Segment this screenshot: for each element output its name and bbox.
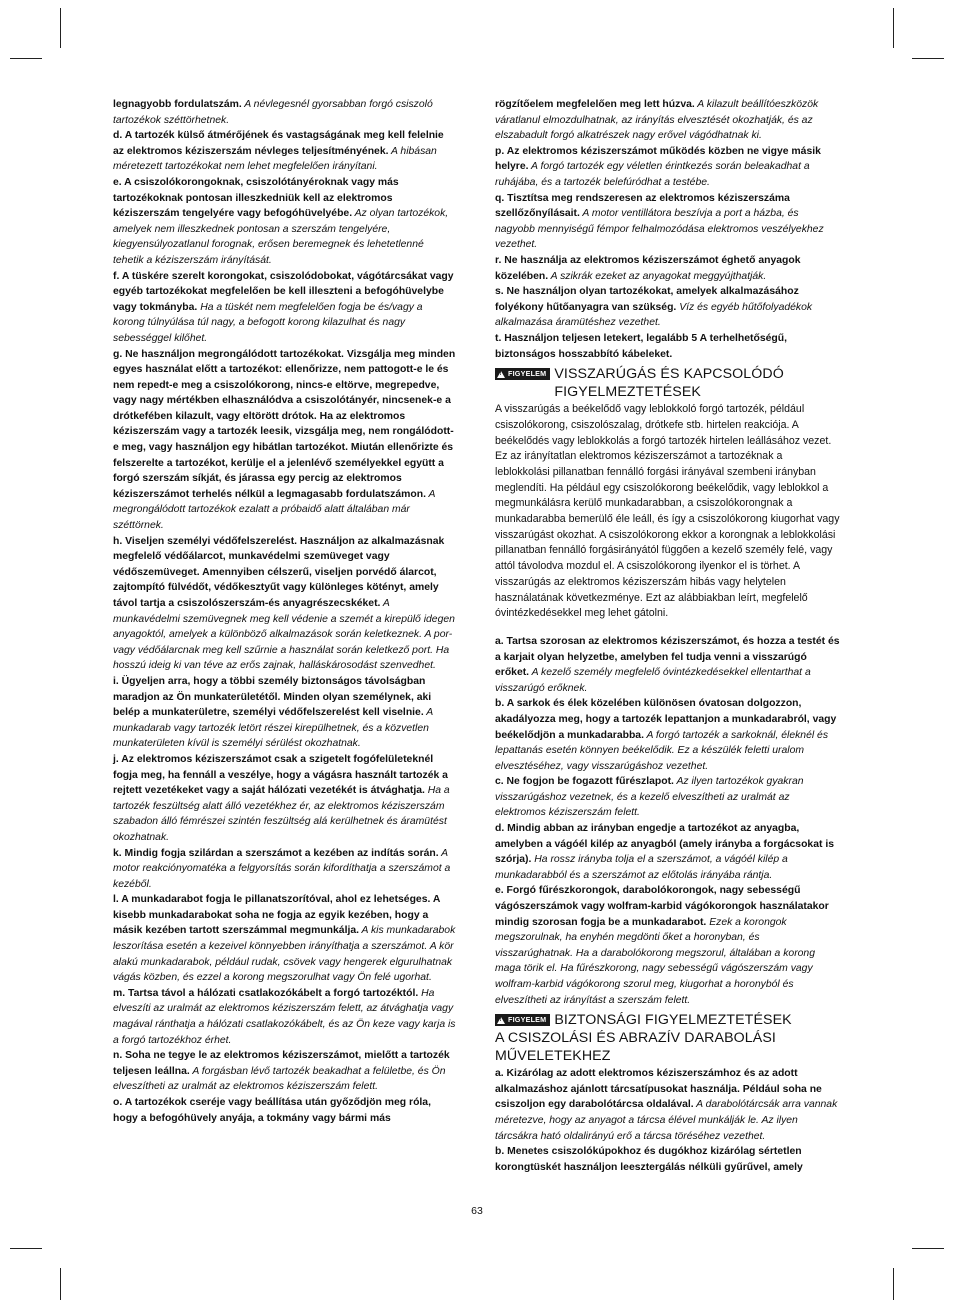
- crop-mark: [60, 8, 61, 48]
- instruction-bold-text: s. Ne használjon olyan tartozékokat, amelyek alkalmazásához folyékony hűtőanyagra van szükség.: [495, 286, 799, 313]
- warning-badge: [495, 1014, 550, 1026]
- instruction-paragraph: [113, 269, 457, 347]
- instruction-italic-text: A kis munkadarabok leszorítása esetén a kezeivel könnyebben irányíthatja a szerszámot. A kör alakú munkadarabok, például rudak, csövek vagy hengerek elgurulhatnak vágás közben, és ezzel a korong megszorulhat vagy Ön felé ugorhat.: [113, 925, 456, 984]
- instruction-bold-text: r. Ne használja az elektromos kéziszerszámot éghető anyagok közelében.: [495, 254, 801, 282]
- instruction-bold-text: l. A munkadarabot fogja le pillanatszorítóval, ahol ez lehetséges. A kisebb munkadarabokat soha ne fogja az egyik kezében, hogy a másik kezében tartott szerszámmal megmunkálja.: [113, 894, 440, 937]
- crop-mark: [10, 1248, 42, 1249]
- instruction-bold-text: i. Ügyeljen arra, hogy a többi személy biztonságos távolságban maradjon az Ön munkaterületétől. Minden olyan személynek, aki belép a munkaterületre, személyi védőfelszerelést kell viselnie.: [113, 675, 432, 719]
- instruction-bold-text: m. Tartsa távol a hálózati csatlakozókábelt a forgó tartozéktól.: [113, 987, 419, 999]
- instruction-paragraph: [495, 821, 840, 883]
- instruction-italic-text: Ha a tüskét nem megfelelően fogja be és/vagy a korong túlnyúlása túl nagy, a befogott korong kilazulhat és nagy sebességgel kilőhet.: [113, 301, 423, 344]
- page-number: 63: [471, 1205, 483, 1217]
- instruction-italic-text: A munkavédelmi szemüvegnek meg kell védenie a szemét a kirepülő idegen anyagoktól, amelyek a különböző alkalmazások során keletkeznek. A por- vagy védőálarcnak meg kell szűrnie a használat során keletkező port. Ha hosszú ideig ki van téve az erős zajnak, halláskárosodást szenvedhet.: [113, 598, 455, 672]
- kickback-heading: [495, 365, 840, 401]
- instruction-italic-text: A megrongálódott tartozékok ezalatt a próbaidő alatt általában már széttörnek.: [113, 488, 436, 532]
- instruction-paragraph: [113, 175, 457, 269]
- instruction-bold-text: d. Mindig abban az irányban engedje a tartozékot az anyagba, amelyben a vágóél kilép az anyagból (amely irányba a forgácsokat is szórja).: [495, 823, 834, 866]
- instruction-bold-text: d. A tartozék külső átmérőjének és vastagságának meg kell felelnie az elektromos kéziszerszám névleges teljesítményének.: [113, 130, 444, 157]
- instruction-italic-text: A szikrák ezeket az anyagokat meggyújthatják.: [548, 270, 767, 282]
- kickback-heading-text: [554, 365, 784, 401]
- safety-heading-continued: [495, 1029, 840, 1065]
- instruction-italic-text: A kilazult beállítóeszközök váratlanul elmozdulhatnak, az irányítás elvesztését okozhatják, és az elszabadult forgó alkatrészek nagy erővel vágódhatnak ki.: [495, 99, 819, 142]
- instruction-bold-text: e. Forgó fűrészkorongok, darabolókorongok, nagy sebességű vágószerszámok vagy wolfram-karbid vágókorongok használatakor mindig szorosan fogja be a munkadarabot.: [495, 885, 829, 928]
- instruction-italic-text: A hibásan méretezett tartozékokat nem lehet megfelelően irányítani.: [113, 145, 437, 173]
- instruction-italic-text: Ha elveszíti az uralmát az elektromos kéziszerszám felett, az átvághatja vagy magával ránthatja a hálózati csatlakozókábelt, és az Ön keze vagy karja is a forgó tartozékhoz érhet.: [113, 987, 456, 1046]
- instruction-italic-text: A motor ventillátora beszívja a port a házba, és nagyobb mennyiségű fémpor felhalmozódása elektromos veszélyekhez vezethet.: [495, 208, 824, 251]
- instruction-paragraph: [113, 1095, 457, 1126]
- instruction-italic-text: A forgó tartozék egy véletlen érintkezés során beleakadhat a ruhájába, és a tartozék belefúródhat a testébe.: [495, 161, 810, 188]
- crop-mark: [912, 58, 944, 59]
- instruction-italic-text: Ha rossz irányba tolja el a szerszámot, a vágóél kilép a munkadarabból és a szerszámot az előtolás irányába rántja.: [495, 854, 788, 881]
- instruction-paragraph: [113, 97, 457, 128]
- instruction-paragraph: [113, 892, 457, 986]
- instruction-italic-text: Az ilyen tartozékok gyakran visszarúgáshoz vezetnek, és a kezelő elveszítheti az uralmát az elektromos kéziszerszám felett.: [495, 776, 804, 819]
- instruction-bold-text: a. Kizárólag az adott elektromos kéziszerszámhoz és az adott alkalmazáshoz ajánlott tárcsatípusokat használja. Például soha ne csiszoljon egy darabolótárcsa oldalával.: [495, 1068, 822, 1111]
- instruction-paragraph: [495, 1144, 840, 1175]
- warning-triangle-icon: [497, 1017, 505, 1024]
- instruction-italic-text: Ha a tartozék feszültség alatt álló vezetékhez ér, az elektromos kéziszerszám szabadon álló fémrészei szintén feszültség alá kerülhetnek és áramütést okozhatnak.: [113, 785, 450, 843]
- instruction-bold-text: c. Ne fogjon be fogazott fűrészlapot.: [495, 776, 674, 788]
- instruction-paragraph: [495, 634, 840, 696]
- instruction-italic-text: A darabolótárcsák arra vannak méretezve, hogy az anyagot a tárcsa élével munkálják le. Az ilyen tárcsákra ható oldalirányú erő a tárcsa töréséhez vezethet.: [495, 1099, 838, 1142]
- warning-triangle-icon: [497, 371, 505, 378]
- right-bottom-section: [495, 1066, 840, 1175]
- instruction-bold-text: g. Ne használjon megrongálódott tartozékokat. Vizsgálja meg minden egyes használat előtt a tartozékot: ellenőrizze, nem pattogott-e le és nem repedt-e meg a csiszolókorong, nincs-e eltörve, megrepedve, vagy nagy mértékben elhasználódva a csiszolótányér, nincsenek-e a drótkefében kilazult, vagy eltörött drótok. Ha az elektromos kéziszerszám vagy a tartozék leesik, vizsgálja meg, nem rongálódott-e meg, vagy használjon egy hibátlan tartozékot. Miután ellenőrizte és felszerelte a tartozékot, kerülje el a jelenlévő személyekkel együtt a forgó szerszám síkját, és járassa egy percig az elektromos kéziszerszámot terhelés nélkül a legmagasabb fordulatszámon.: [113, 348, 456, 500]
- crop-mark: [60, 1268, 61, 1300]
- instruction-paragraph: [113, 347, 457, 534]
- instruction-paragraph: [113, 534, 457, 674]
- warning-badge: [495, 368, 550, 380]
- instruction-italic-text: A forgásban lévő tartozék beakadhat a felületbe, és Ön elveszítheti az uralmát az elektromos kéziszerszám felett.: [113, 1065, 446, 1093]
- instruction-bold-text: f. A tüskére szerelt korongokat, csiszolódobokat, vágótárcsákat vagy egyéb tartozékokat megfelelően be kell illeszteni a befogóhüvelybe vagy tokmányba.: [113, 270, 454, 313]
- instruction-paragraph: [495, 253, 840, 284]
- crop-mark: [10, 58, 42, 59]
- instruction-paragraph: [495, 97, 840, 144]
- instruction-italic-text: Az olyan tartozékok, amelyek nem illeszkednek pontosan a szerszám tengelyére, kiegyensúlyozatlanul forognak, erősen beremegnek és lehetetlenné tehetik a kéziszerszám irányítását.: [113, 208, 449, 266]
- right-mid-section: [495, 634, 840, 1008]
- instruction-bold-text: legnagyobb fordulatszám.: [113, 99, 242, 110]
- safety-heading: [495, 1011, 840, 1029]
- instruction-paragraph: [113, 846, 457, 893]
- instruction-paragraph: [495, 284, 840, 331]
- instruction-paragraph: [113, 674, 457, 752]
- instruction-bold-text: b. A sarkok és élek közelében különösen óvatosan dolgozzon, akadályozza meg, hogy a tartozék lepattanjon a munkadarabról, vagy beékelődjön a munkadarabba.: [495, 698, 837, 741]
- instruction-italic-text: Ezek a korongok megszorulnak, ha enyhén megdönti őket a horonyban, és visszarúghatnak. Ha a darabolókorong megszorul, általában a korong maga törik el. Ha fűrészkorong, nagy sebességű vágószerszám vagy wolfram-karbid vágókorong szorul meg, kiugorhat a horonyból és elveszítheti az irányítást a szerszám felett.: [495, 916, 815, 1006]
- safety-heading-text: [554, 1011, 791, 1029]
- instruction-bold-text: a. Tartsa szorosan az elektromos kéziszerszámot, és hozza a testét és a karjait olyan helyzetbe, amelyben fel tudja venni a visszarúgó erőket.: [495, 635, 840, 679]
- instruction-bold-text: n. Soha ne tegye le az elektromos kéziszerszámot, mielőtt a tartozék teljesen leállna.: [113, 1050, 450, 1077]
- instruction-paragraph: [495, 774, 840, 821]
- crop-mark: [912, 1248, 944, 1249]
- crop-mark: [893, 1268, 894, 1300]
- instruction-paragraph: [113, 128, 457, 175]
- instruction-bold-text: e. A csiszolókorongoknak, csiszolótányéroknak vagy más tartozékoknak pontosan illeszkedniük kell az elektromos kéziszerszám tengelyére vagy befogóhüvelyébe.: [113, 176, 399, 220]
- heading-line: A CSISZOLÁSI ÉS ABRAZÍV DARABOLÁSI: [495, 1030, 776, 1047]
- crop-mark: [893, 8, 894, 48]
- instruction-italic-text: A motor reakciónyomatéka a felgyorsítás során kifordíthatja a szerszámot a kezéből.: [113, 847, 451, 890]
- instruction-bold-text: k. Mindig fogja szilárdan a szerszámot a kezében az indítás során.: [113, 847, 439, 859]
- heading-line: FIGYELMEZTETÉSEK: [554, 384, 701, 401]
- left-column: [113, 97, 457, 1126]
- instruction-bold-text: o. A tartozékok cseréje vagy beállítása után győződjön meg róla, hogy a befogóhüvely anyája, a tokmány vagy bármi más: [113, 1097, 431, 1124]
- instruction-paragraph: [495, 331, 840, 362]
- instruction-paragraph: [113, 986, 457, 1048]
- instruction-bold-text: p. Az elektromos kéziszerszámot működés közben ne vigye másik helyre.: [495, 145, 821, 173]
- instruction-italic-text: A kezelő személy megfelelő óvintézkedésekkel ellentarthat a visszarúgó erőknek.: [495, 667, 811, 694]
- instruction-italic-text: A forgó tartozék a sarkoknál, éleknél és lepattanás esetén könnyen beékelődik. Ez a készülék feletti uralom elvesztéséhez, vagy visszarúgáshoz vezethet.: [495, 729, 829, 772]
- instruction-paragraph: [495, 1066, 840, 1144]
- instruction-bold-text: rögzítőelem megfelelően meg lett húzva.: [495, 99, 695, 110]
- instruction-paragraph: [113, 752, 457, 846]
- right-column: [495, 97, 840, 1175]
- instruction-paragraph: [495, 883, 840, 1008]
- warning-badge-label: FIGYELEM: [508, 1015, 547, 1025]
- instruction-bold-text: b. Menetes csiszolókúpokhoz és dugókhoz kizárólag sértetlen korongtüskét használjon leesztergálás nélküli gyűrűvel, amely: [495, 1146, 803, 1173]
- kickback-paragraph: A visszarúgás a beékelődő vagy leblokkoló forgó tartozék, például csiszolókorong, csiszolószalag, drótkefe stb. hirtelen reakciója. A beékelődés vagy leblokkolás a forgó tartozék hirtelen leállásához vezet. Ez az irányítatlan elektromos kéziszerszámot a tartozéknak a leblokkolási pillanatban fennálló forgási irányával szembeni irányban meglendíti. Ha például egy csiszolókorong beékelődik, vagy leblokkol a megmunkálásra kerülő munkadarabban, a csiszolókorongnak a munkadarabba bemerülő éle leáll, és így a csiszolókorong kiugorhat vagy visszarúgást okozhat. A csiszolókorong ekkor a korongnak a leblokkolási pillanatban fennálló forgásirányától függően a kezelő személy felé, vagy attól távolodva mozdul el. A csiszolókorong ilyenkor el is törhet. A visszarúgás az elektromos kéziszerszám hibás vagy helytelen használatának következménye. Ezt az alábbiakban leírt, megfelelő óvintézkedésekkel meg lehet gátolni.: [495, 403, 840, 620]
- heading-line: VISSZARÚGÁS ÉS KAPCSOLÓDÓ: [554, 366, 784, 383]
- instruction-italic-text: Víz és egyéb hűtőfolyadékok alkalmazása áramütéshez vezethet.: [495, 301, 813, 329]
- instruction-bold-text: t. Használjon teljesen letekert, legalább 5 A terhelhetőségű, biztonságos hosszabbító kábeleket.: [495, 332, 787, 360]
- warning-badge-label: FIGYELEM: [508, 369, 547, 379]
- instruction-bold-text: j. Az elektromos kéziszerszámot csak a szigetelt fogófelületeknél fogja meg, ha fennáll a veszélye, hogy a vágásra használt tartozék a rejtett vezetékeket vagy a saját hálózati vezetékét is átvághatja.: [113, 753, 448, 797]
- instruction-paragraph: [495, 696, 840, 774]
- instruction-paragraph: [495, 144, 840, 191]
- heading-line: MŰVELETEKHEZ: [495, 1048, 611, 1065]
- instruction-bold-text: h. Viseljen személyi védőfelszerelést. Használjon az alkalmazásnak megfelelő védőálarcot, munkavédelmi szemüveget vagy védőszemüveget. Amennyiben célszerű, viseljen porvédő álarcot, zajtompító fülvédőt, védőkesztyűt vagy különleges kötényt, amely távol tartja a csiszolószerszám-és anyagrészecskéket.: [113, 535, 445, 609]
- instruction-paragraph: [113, 1048, 457, 1095]
- right-top-section: [495, 97, 840, 362]
- instruction-bold-text: q. Tisztítsa meg rendszeresen az elektromos kéziszerszáma szellőzőnyílásait.: [495, 192, 790, 220]
- heading-line: BIZTONSÁGI FIGYELMEZTETÉSEK: [554, 1012, 792, 1029]
- instruction-italic-text: A munkadarab vagy tartozék letört részei kirepülhetnek, és a közvetlen munkaterületen kívül is személyi sérülést okozhatnak.: [113, 707, 433, 750]
- instruction-italic-text: A névlegesnél gyorsabban forgó csiszoló tartozékok széttörhetnek.: [113, 99, 433, 126]
- instruction-paragraph: [495, 191, 840, 253]
